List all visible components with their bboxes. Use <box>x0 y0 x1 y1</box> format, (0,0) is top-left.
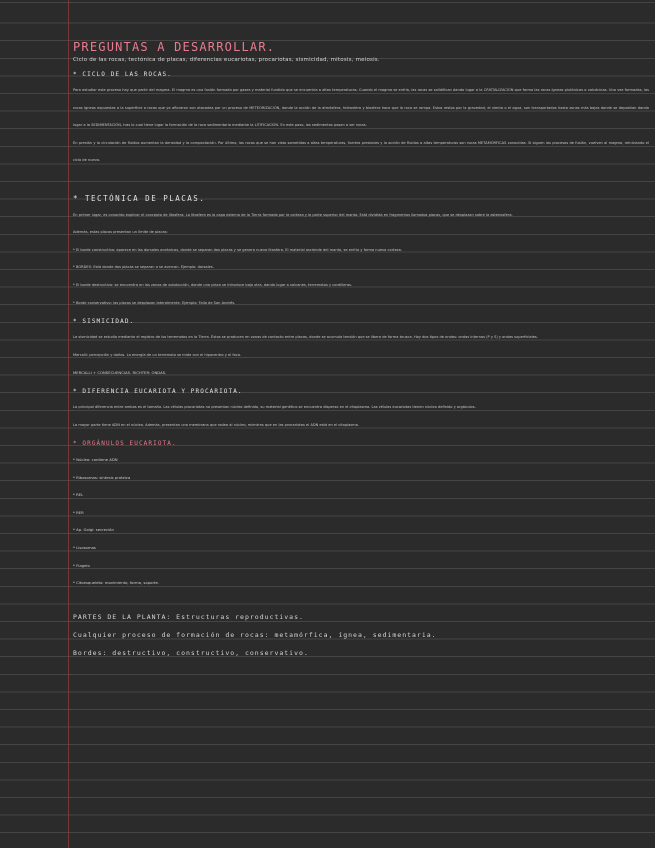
list-item: * Ap. Golgi: secreción <box>73 527 114 533</box>
notes-page <box>73 40 649 662</box>
section-paragraph: La principal diferencia entre ambas es el tamaño. Las células procariotas no presentan núcleo definido, su material genético se encuentra disperso en el citoplasma. Las células eucariotas tienen núcleo definido y orgánulos. <box>73 404 476 409</box>
section-heading: * SISMICIDAD. <box>73 318 135 326</box>
section-paragraph: La sismicidad se estudia mediante el registro de los terremotos en la Tierra. Éstos se producen en zonas de contacto entre placas, donde se acumula tensión que se libera de forma brusca. Hay dos tipos de ondas: ondas internas (P y S) y ondas superficiales. <box>73 335 538 340</box>
list-item: * REL <box>73 492 84 498</box>
section-paragraph: Para estudiar este proceso hay que partir del magma. El magma es una fusión formada por gases y material fundido que se encuentra a altas temperaturas. Cuando el magma se enfría, las rocas se solidifican dando lugar a la CRISTALIZACIÓN que forma las rocas ígneas plutónicas o volcánicas. Una vez formadas, las rocas ígneas expuestas a la superficie a rocas que ya afloraron son atacadas por un proceso de METEORIZACIÓN, donde la acción de la atmósfera, hidrosfera y biosfera hace que la roca se rompa. Estos restos por la gravedad, el viento o el agua, son transportados hasta zonas más bajas donde se depositan dando lugar a la SEDIMENTACIÓN, tras lo cual tiene lugar la formación de la roca sedimentaria mediante la LITIFICACIÓN. En este paso, los sedimentos pasan a ser rocas. <box>73 88 649 128</box>
section-eucariota-procariota <box>73 388 649 434</box>
section-note: MERCALLI + CONSECUENCIAS. RICHTER: ONDAS. <box>73 370 167 376</box>
section-paragraph: La mayor parte tiene ADN en el núcleo. Además, presentan una membrana que rodea al núcleo, mientras que en las procariotas el ADN está en el citoplasma. <box>73 422 360 427</box>
section-paragraph: * El borde constructivo: aparece en las dorsales oceánicas, donde se separan dos placas y se genera nueva litosfera. El material asciende del manto, se enfría y forma nueva corteza. <box>73 247 403 252</box>
footer-line: Bordes: destructivo, constructivo, conservativo. <box>73 648 309 657</box>
footer-line: Cualquier proceso de formación de rocas: metamórfica, ígnea, sedimentaria. <box>73 631 437 640</box>
section-paragraph: Mercalli: percepción y daños. La energía de un terremoto se mide con el hipocentro y el foco. <box>73 352 242 357</box>
section-paragraph: En presión y la circulación de fluidos aumentan la densidad y la compactación. Por último, las rocas que se han visto sometidas a altas temperaturas, fuertes presiones y la acción de fluidos a altas temperaturas son rocas METAMÓRFICAS conocidas. Si siguen los procesos de fusión, vuelven al magma, reiniciando el ciclo de nuevo. <box>73 140 649 163</box>
list-item: * RER <box>73 509 84 515</box>
section-heading: * ORGÁNULOS EUCARIOTA. <box>73 440 177 448</box>
section-sismicidad <box>73 318 649 382</box>
section-heading: * DIFERENCIA EUCARIOTA Y PROCARIOTA. <box>73 387 243 395</box>
section-paragraph: En primer lugar, es conocido explicar el concepto de litosfera. La litosfera es la capa externa de la Tierra formada por la corteza y la parte superior del manto. Está dividida en fragmentos llamados placas, que se desplazan sobre la astenosfera. <box>73 212 513 217</box>
section-paragraph: Además, estas placas presentan un límite de placas: <box>73 230 168 235</box>
section-heading: * TECTÓNICA DE PLACAS. <box>73 193 206 203</box>
section-tectonica <box>73 194 649 313</box>
section-paragraph: * BORDES: Está donde dos placas se separan o se acercan. Ejemplo: dorsales. <box>73 265 214 270</box>
list-item: * Núcleo: contiene ADN <box>73 457 118 463</box>
list-item: * Flagelo <box>73 562 90 568</box>
section-heading: * CICLO DE LAS ROCAS. <box>73 71 172 78</box>
page-margin-line <box>68 0 69 848</box>
list-item: * Lisosomas <box>73 545 96 551</box>
list-item: * Ribosomas: síntesis proteica <box>73 474 131 480</box>
footer-notes <box>73 609 649 662</box>
page-title: PREGUNTAS A DESARROLLAR. <box>73 40 276 54</box>
section-ciclo-rocas <box>73 71 649 170</box>
page-subtitle: Ciclo de las rocas, tectónica de placas, diferencias eucariotas, procariotas, sismicidad, mitosis, meiosis. <box>73 57 380 63</box>
section-organulos <box>73 440 649 592</box>
footer-line: PARTES DE LA PLANTA: Estructuras reproductivas. <box>73 613 304 622</box>
list-item: * Citoesqueleto: movimiento, forma, soporte. <box>73 580 160 586</box>
section-paragraph: * Borde conservativo: las placas se desplazan lateralmente. Ejemplo: Falla de San Andrés. <box>73 300 236 305</box>
section-paragraph: * El borde destructivo: se encuentra en las zonas de subducción, donde una placa se introduce bajo otra, dando lugar a volcanes, terremotos y cordilleras. <box>73 282 353 287</box>
